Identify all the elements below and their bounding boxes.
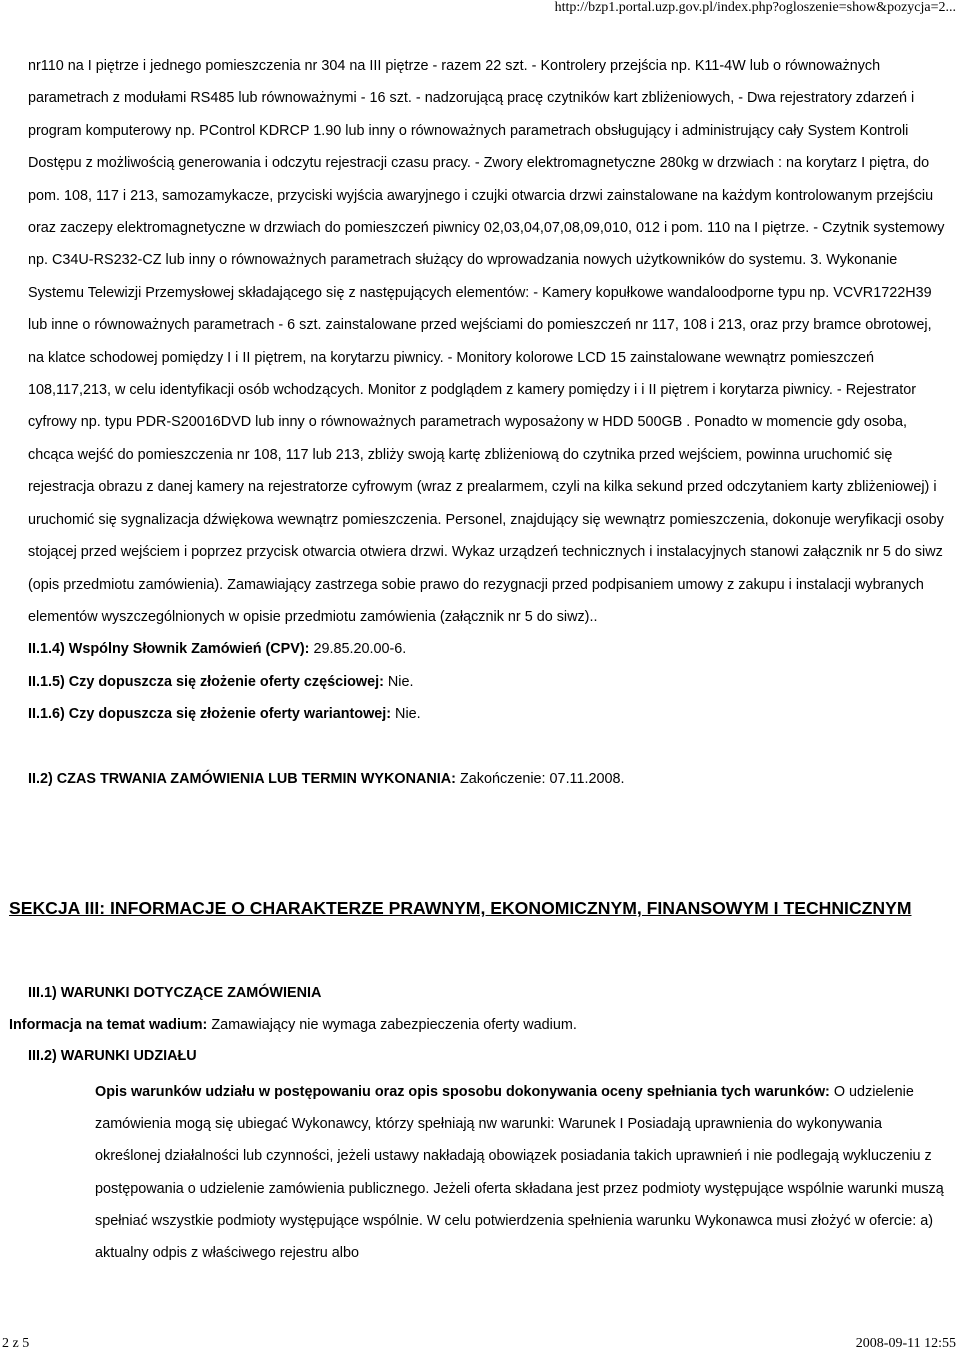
duration-value: Zakończenie: 07.11.2008.: [455, 770, 625, 787]
cpv-line: [28, 633, 950, 665]
participation-heading-text: III.2) WARUNKI UDZIAŁU: [28, 1048, 197, 1064]
page-number: 2 z 5: [2, 1336, 30, 1351]
participation-label: Opis warunków udziału w postępowaniu oraz opis sposobu dokonywania oceny spełniania tych warunków:: [95, 1084, 830, 1100]
document-body: [28, 50, 950, 795]
cpv-label: II.1.4) Wspólny Słownik Zamówień (CPV):: [28, 641, 310, 658]
section-3-heading: SEKCJA III: INFORMACJE O CHARAKTERZE PRAWNYM, EKONOMICZNYM, FINANSOWYM I TECHNICZNYM: [9, 898, 912, 918]
variant-offer-value: Nie.: [391, 706, 421, 723]
wadium-line: [9, 1010, 949, 1040]
variant-offer-line: [28, 698, 950, 730]
wadium-label: Informacja na temat wadium:: [9, 1017, 208, 1033]
partial-offer-value: Nie.: [383, 673, 414, 690]
duration-label: II.2) CZAS TRWANIA ZAMÓWIENIA LUB TERMIN WYKONANIA:: [28, 770, 456, 787]
participation-heading: [28, 1041, 928, 1071]
conditions-heading: [28, 978, 928, 1008]
print-datetime: 2008-09-11 12:55: [855, 1336, 956, 1351]
cpv-value: 29.85.20.00-6.: [309, 641, 407, 658]
participation-text: O udzielenie zamówienia mogą się ubiegać Wykonawcy, którzy spełniają nw warunki: Warunek I Posiadają uprawnienia do wykonywania określonej działalności lub czynności, jeżeli ustawy nakładają obowiązek posiadania takich uprawnień i nie podlegają wykluczeniu z postępowania o udzielenie zamówienia publicznego. Jeżeli oferta składana jest przez podmioty występujące wspólnie warunki muszą spełniać wszystkie podmioty występujące wspólnie. W celu potwierdzenia spełnienia warunku Wykonawca musi złożyć w ofercie: a) aktualny odpis z właściwego rejestru albo: [95, 1084, 944, 1262]
page-url-header: http://bzp1.portal.uzp.gov.pl/index.php?ogloszenie=show&pozycja=2...: [554, 0, 956, 15]
partial-offer-label: II.1.5) Czy dopuszcza się złożenie oferty częściowej:: [28, 673, 384, 690]
participation-description: [95, 1076, 950, 1269]
duration-line: [28, 763, 950, 795]
description-paragraph: nr110 na I piętrze i jednego pomieszczenia nr 304 na III piętrze - razem 22 szt. - Kontrolery przejścia np. K11-4W lub o równoważnych parametrach z modułami RS485 lub równoważnymi - 16 szt. - nadzorującą pracę czytników kart zbliżeniowych, - Dwa rejestratory zdarzeń i program komputerowy np. PControl KDRCP 1.90 lub inny o równoważnych parametrach obsługujący i administrujący cały System Kontroli Dostępu z możliwością generowania i odczytu rejestracji czasu pracy. - Zwory elektromagnetyczne 280kg w drzwiach : na korytarz I piętra, do pom. 108, 117 i 213, samozamykacze, przyciski wyjścia awaryjnego i czujki otwarcia drzwi zainstalowane na każdym kontrolowanym przejściu oraz zaczepy elektromagnetyczne w drzwiach do pomieszczeń piwnicy 02,03,04,07,08,09,010, 012 i pom. 110 na I piętrze. - Czytnik systemowy np. C34U-RS232-CZ lub inny o równoważnych parametrach służący do wprowadzania nowych użytkowników do systemu. 3. Wykonanie Systemu Telewizji Przemysłowej składającego się z następujących elementów: - Kamery kopułkowe wandaloodporne typu np. VCVR1722H39 lub inne o równoważnych parametrach - 6 szt. zainstalowane przed wejściami do pomieszczeń nr 117, 108 i 213, oraz przy bramce obrotowej, na klatce schodowej pomiędzy I i II piętrem, na korytarzu piwnicy. - Monitory kolorowe LCD 15 zainstalowane wewnątrz pomieszczeń 108,117,213, w celu identyfikacji osób wchodzących. Monitor z podglądem z kamery pomiędzy i i II piętrem i korytarza piwnicy. - Rejestrator cyfrowy np. typu PDR-S20016DVD lub inny o równoważnych parametrach wyposażony w HDD 500GB . Ponadto w momencie gdy osoba, chcąca wejść do pomieszczenia nr 108, 117 lub 213, zbliży swoją kartę zbliżeniową do czytnika przed wejściem, powinna uruchomić się rejestracja obrazu z danej kamery na rejestratorze cyfrowym (wraz z prealarmem, czyli na kilka sekund przed odczytaniem karty zbliżeniowej) i uruchomić się sygnalizacja dźwiękowa wewnątrz pomieszczenia. Personel, znajdujący się wewnątrz pomieszczenia, dokonuje weryfikacji osoby stojącej przed wejściem i poprzez przycisk otwarcia otwiera drzwi. Wykaz urządzeń technicznych i instalacyjnych stanowi załącznik nr 5 do siwz (opis przedmiotu zamówienia). Zamawiający zastrzega sobie prawo do rezygnacji przed podpisaniem umowy z zakupu i instalacji wybranych elementów wyszczególnionych w opisie przedmiotu zamówienia (załącznik nr 5 do siwz)..: [28, 58, 945, 625]
conditions-heading-text: III.1) WARUNKI DOTYCZĄCE ZAMÓWIENIA: [28, 985, 322, 1001]
variant-offer-label: II.1.6) Czy dopuszcza się złożenie oferty wariantowej:: [28, 706, 392, 723]
wadium-value: Zamawiający nie wymaga zabezpieczenia oferty wadium.: [207, 1017, 577, 1033]
partial-offer-line: [28, 666, 950, 698]
